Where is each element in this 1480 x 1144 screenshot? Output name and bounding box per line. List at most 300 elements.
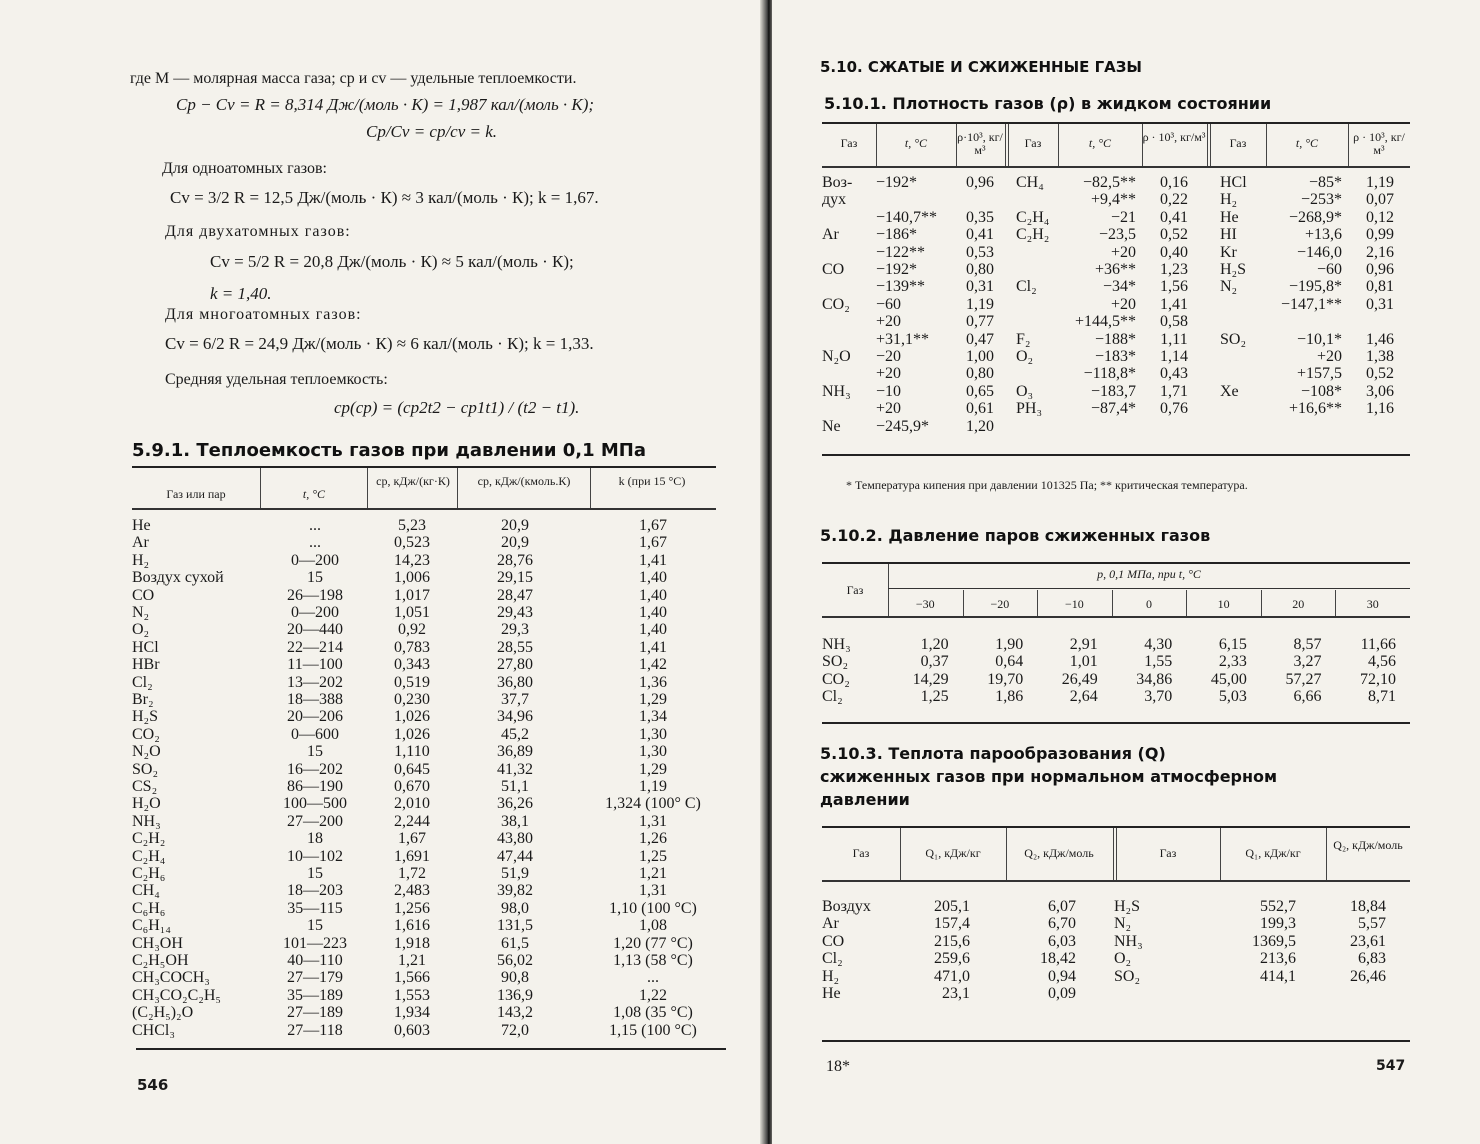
pressure-cell-value: 6,66 (1293, 688, 1322, 706)
heat-cell-q1: 215,6 (934, 932, 970, 950)
heat-cell-gas: O₂ (1114, 950, 1132, 968)
cell-cp-mol: 98,0 (501, 899, 529, 917)
pressure-cell-value: 1,90 (995, 636, 1024, 653)
pressure-cell-value: 11,66 (1360, 636, 1396, 653)
density-cell-temp: −85* (1308, 174, 1342, 191)
density-cell-rho: 0,52 (1366, 365, 1394, 383)
cell-gas: Воздух сухой (132, 569, 224, 587)
heat-cell-gas: Воздух (822, 898, 871, 915)
cell-gas: Ar (132, 534, 149, 552)
pressure-temp-header: −20 (990, 597, 1010, 611)
density-header-rho: ρ·10³, кг/м³ (957, 130, 1003, 157)
cell-temp: 15 (307, 865, 323, 882)
table-col-divider (367, 468, 368, 508)
cell-cp-mass: 0,519 (394, 673, 430, 691)
density-cell-rho: 0,81 (1366, 278, 1394, 296)
pressure-cell-value: 26,49 (1061, 670, 1098, 688)
density-cell-gas: Kr (1220, 243, 1237, 261)
density-cell-rho: 0,43 (1160, 365, 1188, 383)
density-cell-temp: +144,5** (1074, 313, 1136, 331)
density-cell-rho: 0,35 (966, 208, 994, 226)
cell-temp: 35—115 (287, 899, 343, 917)
cell-cp-mass: 1,918 (394, 934, 430, 952)
density-cell-temp: −192* (876, 174, 918, 191)
density-cell-rho: 0,31 (1366, 295, 1394, 313)
density-cell-rho: 1,23 (1160, 261, 1188, 278)
density-cell-rho: 1,38 (1366, 348, 1394, 365)
density-cell-gas: N₂O (822, 348, 851, 365)
mono-formula: Cv = 3/2 R = 12,5 Дж/(моль · К) ≈ 3 кал/(моль · К); k = 1,67. (170, 188, 599, 207)
pressure-subheader-rule (888, 588, 1410, 589)
density-cell-temp: −253* (1300, 191, 1342, 209)
heat-cell-gas: Cl₂ (822, 950, 843, 968)
table-col-divider (457, 468, 458, 508)
pressure-col-divider (1261, 590, 1262, 616)
density-col-divider (1207, 124, 1208, 166)
cell-cp-mass: 1,21 (398, 952, 426, 969)
pressure-cell-value: 5,03 (1218, 688, 1247, 706)
density-cell-temp: −82,5** (1082, 174, 1136, 191)
section-title-5-10-3: 5.10.3. Теплота парообразования (Q) (820, 744, 1166, 763)
heat-cell-q2: 18,42 (1040, 950, 1076, 968)
heat-cell-gas: NH₃ (1114, 932, 1143, 950)
density-cell-temp: −183* (1094, 348, 1136, 365)
cell-gas: HCl (132, 638, 159, 656)
density-cell-temp: +157,5 (1296, 365, 1342, 383)
density-cell-rho: 0,53 (966, 243, 994, 261)
density-cell-temp: +20 (876, 400, 902, 418)
density-cell-temp: −183,7 (1090, 382, 1136, 400)
density-header-rho: ρ · 10³, кг/м³ (1353, 130, 1405, 157)
page-number-left: 546 (137, 1076, 169, 1094)
cell-k: 1,36 (639, 673, 667, 691)
cell-cp-mol: 28,76 (497, 551, 533, 569)
heat-cell-q2: 0,09 (1048, 985, 1076, 1002)
density-cell-gas: Ar (822, 226, 839, 244)
density-col-divider (1142, 124, 1143, 166)
density-cell-rho: 1,11 (1160, 330, 1188, 348)
section-title-5-9-1: 5.9.1. Теплоемкость газов при давлении 0,1 МПа (132, 440, 646, 461)
density-col-divider (1005, 124, 1006, 166)
cell-cp-mol: 143,2 (497, 1004, 533, 1022)
cell-k: 1,19 (639, 778, 667, 795)
pressure-gas-header: Газ (846, 583, 864, 597)
cell-k: 1,41 (639, 551, 667, 569)
cell-cp-mol: 28,55 (497, 638, 533, 656)
cell-gas: CS₂ (132, 778, 158, 795)
cell-cp-mass: 1,256 (394, 899, 430, 917)
cell-temp: 18 (307, 830, 323, 848)
pressure-cell-value: 8,57 (1293, 636, 1322, 653)
density-cell-temp: −188* (1094, 330, 1136, 348)
density-cell-rho: 0,16 (1160, 174, 1188, 191)
heat-header-rule (822, 880, 1410, 882)
cell-gas: C₂H₆ (132, 865, 166, 882)
cell-temp: 11—100 (287, 656, 343, 674)
density-header-temp: t, °C (1088, 136, 1112, 150)
cell-k: 1,26 (639, 830, 667, 848)
heat-cell-gas: H₂S (1114, 898, 1141, 915)
density-header-gas: Газ (840, 136, 858, 150)
header-cp-mass: cp, кДж/(кг·К) (376, 474, 450, 488)
pressure-col-divider (1037, 590, 1038, 616)
density-col-divider (956, 124, 957, 166)
cell-cp-mol: 29,3 (501, 621, 529, 639)
heat-cell-q2: 23,61 (1350, 932, 1386, 950)
density-footnote: * Температура кипения при давлении 101325 Па; ** критическая температура. (846, 478, 1248, 492)
pressure-cell-value: 2,33 (1218, 653, 1247, 671)
density-cell-temp: −34* (1102, 278, 1136, 296)
cell-temp: 40—110 (287, 952, 343, 969)
cell-cp-mol: 72,0 (501, 1021, 529, 1039)
density-cell-rho: 0,31 (966, 278, 994, 296)
density-cell-rho: 0,41 (966, 226, 994, 244)
cell-k: 1,42 (639, 656, 667, 674)
mono-label: Для одноатомных газов: (162, 160, 327, 177)
density-cell-rho: 0,12 (1366, 208, 1394, 226)
pressure-cell-value: 1,86 (995, 688, 1024, 706)
formula-cp-cv: Cp − Cv = R = 8,314 Дж/(моль · К) = 1,987 кал/(моль · К); (176, 95, 595, 114)
heat-col-divider (1006, 828, 1007, 880)
header-cp-mol: cp, кДж/(кмоль.К) (477, 474, 571, 488)
cell-temp: 35—189 (287, 986, 343, 1004)
density-cell-temp: −140,7** (876, 208, 938, 226)
density-cell-rho: 0,07 (1366, 191, 1394, 209)
mean-label: Средняя удельная теплоемкость: (165, 371, 388, 388)
cell-temp: 27—179 (287, 969, 343, 987)
density-cell-temp: +31,1** (876, 330, 930, 348)
density-cell-rho: 1,16 (1366, 400, 1394, 418)
section-title-5-10-3-line2: сжиженных газов при нормальном атмосферном (820, 767, 1278, 786)
density-col-divider (1210, 124, 1211, 166)
pressure-cell-value: 19,70 (987, 670, 1024, 688)
density-cell-gas: CO (822, 261, 845, 278)
density-header-rule (822, 166, 1410, 168)
density-top-rule (822, 122, 1410, 124)
density-cell-temp: +20 (876, 313, 902, 331)
density-col-divider (1266, 124, 1267, 166)
cell-gas: CH₄ (132, 882, 160, 900)
cell-cp-mol: 51,1 (501, 778, 529, 795)
cell-k: 1,29 (639, 760, 667, 778)
cell-temp: ... (309, 534, 321, 552)
pressure-cell-value: 2,91 (1069, 636, 1098, 653)
cell-cp-mol: 43,80 (497, 830, 533, 848)
cell-temp: 0—200 (291, 604, 339, 621)
cell-k: 1,31 (639, 812, 667, 830)
density-cell-rho: 0,65 (966, 382, 994, 400)
cell-k: 1,324 (100° C) (605, 795, 701, 813)
cell-cp-mass: 2,010 (394, 795, 430, 813)
density-cell-rho: 1,56 (1160, 278, 1188, 296)
cell-cp-mol: 131,5 (497, 917, 533, 935)
pressure-col-divider (963, 590, 964, 616)
density-header-temp: t, °C (904, 136, 928, 150)
heat-cell-q2: 26,46 (1350, 967, 1386, 985)
density-cell-rho: 3,06 (1366, 382, 1394, 400)
density-cell-temp: +20 (1316, 348, 1342, 365)
cell-temp: 101—223 (283, 934, 347, 952)
pressure-header-rule (822, 616, 1410, 618)
heat-col-divider (900, 828, 901, 880)
cell-cp-mol: 36,89 (497, 743, 533, 761)
cell-cp-mol: 38,1 (501, 812, 529, 830)
pressure-cell-gas: CO₂ (822, 670, 850, 688)
density-cell-temp: +20 (1110, 295, 1136, 313)
cell-gas: NH₃ (132, 812, 161, 830)
density-header-rho: ρ · 10³, кг/м³ (1142, 130, 1206, 144)
mean-formula: cp(ср) = (cp2t2 − cp1t1) / (t2 − t1). (334, 398, 580, 417)
pressure-cell-value: 45,00 (1210, 670, 1247, 688)
heat-cell-gas: H₂ (822, 967, 840, 985)
heat-cell-q1: 1369,5 (1252, 932, 1296, 950)
density-cell-gas: SO₂ (1220, 330, 1247, 348)
cell-temp: 20—206 (287, 708, 343, 726)
cell-temp: 26—198 (287, 586, 343, 604)
density-cell-gas: C₂H₄ (1016, 208, 1050, 226)
density-cell-rho: 0,96 (966, 174, 994, 191)
pressure-temp-header: 0 (1145, 597, 1152, 611)
density-cell-gas: He (1220, 208, 1239, 226)
cell-cp-mass: 0,603 (394, 1021, 430, 1039)
density-cell-rho: 0,77 (966, 313, 994, 331)
heat-cell-q2: 0,94 (1048, 967, 1076, 985)
pressure-cell-value: 0,37 (920, 653, 949, 671)
pressure-cell-value: 34,86 (1136, 670, 1173, 688)
heat-cell-gas: He (822, 985, 841, 1002)
density-col-divider (876, 124, 877, 166)
density-cell-temp: −122** (876, 243, 926, 261)
cell-gas: CO₂ (132, 725, 160, 743)
heat-cell-q2: 6,70 (1048, 915, 1076, 933)
pressure-temp-header: 30 (1366, 597, 1379, 611)
cell-cp-mass: 0,670 (394, 778, 430, 795)
cell-k: 1,30 (639, 743, 667, 761)
cell-k: 1,29 (639, 691, 667, 708)
density-cell-gas: PH₃ (1016, 400, 1043, 418)
density-cell-gas: Xe (1220, 382, 1239, 400)
density-cell-gas: Cl₂ (1016, 278, 1037, 296)
cell-temp: 18—203 (287, 882, 343, 900)
cell-temp: 0—600 (291, 725, 339, 743)
density-cell-temp: −245,9* (876, 417, 930, 435)
density-cell-rho: 0,80 (966, 365, 994, 383)
cell-cp-mol: 51,9 (501, 865, 529, 882)
cell-gas: CHCl₃ (132, 1021, 175, 1039)
cell-cp-mol: 47,44 (497, 847, 533, 865)
density-cell-gas: Воз- (822, 174, 853, 191)
pressure-cell-value: 4,56 (1367, 653, 1396, 671)
pressure-temp-header: −10 (1065, 597, 1084, 611)
table-col-divider (590, 468, 591, 508)
cell-gas: CH₃OH (132, 934, 183, 952)
density-cell-rho: 0,52 (1160, 226, 1188, 244)
header-gas: Газ или пар (166, 487, 226, 501)
cell-gas: CH₃CO₂C₂H₅ (132, 986, 221, 1004)
density-cell-gas: CO₂ (822, 295, 850, 313)
heat-cell-q1: 213,6 (1260, 950, 1296, 968)
cell-gas: HBr (132, 656, 160, 674)
heat-col-divider (1220, 828, 1221, 880)
cell-gas: O₂ (132, 621, 150, 639)
heat-cell-q1: 157,4 (934, 915, 970, 933)
heat-cell-q1: 414,1 (1260, 967, 1296, 985)
pressure-cell-value: 2,64 (1069, 688, 1098, 706)
pressure-cell-gas: SO₂ (822, 653, 849, 671)
cell-cp-mol: 41,32 (497, 760, 533, 778)
cell-cp-mass: 2,244 (394, 812, 430, 830)
heat-header-q2: Q₂, кДж/моль (1333, 838, 1403, 852)
cell-cp-mass: 1,553 (394, 986, 430, 1004)
density-cell-rho: 1,71 (1160, 382, 1188, 400)
pressure-col-divider (1186, 590, 1187, 616)
cell-cp-mass: 0,523 (394, 534, 430, 552)
cell-cp-mol: 29,15 (497, 569, 533, 587)
cell-k: 1,34 (639, 708, 667, 726)
cell-gas: C₆H₆ (132, 899, 166, 917)
cell-cp-mol: 39,82 (497, 882, 533, 900)
heat-bottom-rule (822, 1040, 1410, 1042)
section-title-5-10-2: 5.10.2. Давление паров сжиженных газов (820, 526, 1211, 545)
di-label: Для двухатомных газов: (165, 223, 351, 240)
heat-col-divider (1116, 828, 1117, 880)
density-cell-temp: −10,1* (1296, 330, 1342, 348)
section-title-5-10-3-line3: давлении (820, 790, 910, 809)
cell-gas: C₆H₁₄ (132, 917, 171, 935)
pressure-cell-value: 3,70 (1144, 688, 1173, 706)
density-cell-gas: O₂ (1016, 348, 1034, 365)
cell-k: 1,41 (639, 638, 667, 656)
header-k: k (при 15 °C) (618, 474, 686, 488)
heat-header-q2: Q₂, кДж/моль (1024, 846, 1094, 860)
cell-cp-mass: 1,051 (394, 604, 430, 621)
pressure-cell-value: 1,55 (1144, 653, 1173, 671)
density-cell-temp: −10 (876, 382, 902, 400)
cell-cp-mass: 0,343 (394, 656, 430, 674)
cell-gas: Cl₂ (132, 673, 153, 691)
cell-cp-mass: 0,783 (394, 638, 430, 656)
density-cell-rho: 1,20 (966, 417, 994, 435)
density-cell-temp: +20 (1110, 243, 1136, 261)
heat-header-gas: Газ (852, 846, 870, 860)
pressure-col-divider (1112, 590, 1113, 616)
cell-gas: C₂H₅OH (132, 952, 189, 969)
cell-cp-mass: 1,110 (394, 743, 430, 761)
pressure-cell-gas: NH₃ (822, 636, 851, 653)
density-cell-temp: −23,5 (1098, 226, 1136, 244)
cell-k: 1,67 (639, 534, 667, 552)
density-cell-gas: O₃ (1016, 382, 1034, 400)
pressure-top-rule (822, 562, 1410, 564)
density-cell-temp: +9,4** (1090, 191, 1136, 209)
header-temp: t, °C (302, 487, 326, 501)
cell-gas: C₂H₄ (132, 847, 166, 865)
di-k: k = 1,40. (210, 284, 272, 303)
formula-k: Cp/Cv = cp/cv = k. (366, 122, 498, 141)
pressure-bottom-rule (822, 722, 1410, 724)
table-header-rule (132, 508, 716, 510)
section-title-5-10-1: 5.10.1. Плотность газов (ρ) в жидком состоянии (824, 94, 1272, 113)
cell-k: 1,31 (639, 882, 667, 900)
density-cell-gas: CH₄ (1016, 174, 1044, 191)
density-cell-gas: HCl (1220, 174, 1247, 191)
cell-cp-mol: 29,43 (497, 604, 533, 621)
cell-cp-mol: 34,96 (497, 708, 533, 726)
cell-cp-mol: 36,80 (497, 673, 533, 691)
signature-mark: 18* (826, 1058, 850, 1075)
cell-cp-mass: 1,72 (398, 865, 426, 882)
cell-gas: N₂O (132, 743, 161, 761)
density-cell-rho: 0,41 (1160, 208, 1188, 226)
cell-temp: 0—200 (291, 551, 339, 569)
cell-cp-mol: 136,9 (497, 986, 533, 1004)
pressure-cell-value: 72,10 (1359, 670, 1396, 688)
cell-cp-mass: 1,691 (394, 847, 430, 865)
density-cell-temp: −60 (876, 295, 902, 313)
density-cell-temp: −20 (876, 348, 902, 365)
cell-k: 1,10 (100 °C) (609, 899, 697, 917)
cell-temp: 27—200 (287, 812, 343, 830)
cell-gas: H₂ (132, 551, 150, 569)
density-header-gas: Газ (1229, 136, 1247, 150)
pressure-cell-value: 8,71 (1367, 688, 1396, 706)
density-cell-rho: 0,96 (1366, 261, 1394, 278)
cell-cp-mass: 1,026 (394, 708, 430, 726)
heat-cell-q2: 6,03 (1048, 932, 1076, 950)
cell-k: 1,25 (639, 847, 667, 865)
density-cell-temp: −147,1** (1280, 295, 1342, 313)
cell-temp: 20—440 (287, 621, 343, 639)
density-cell-gas: H₂ (1220, 191, 1238, 209)
cell-cp-mass: 1,67 (398, 830, 426, 848)
cell-gas: H₂O (132, 795, 161, 813)
cell-cp-mass: 1,026 (394, 725, 430, 743)
cell-temp: 18—388 (287, 691, 343, 708)
heat-cell-gas: SO₂ (1114, 967, 1141, 985)
cell-gas: Br₂ (132, 691, 154, 708)
table-top-rule (132, 466, 716, 468)
cell-k: 1,20 (77 °C) (613, 934, 693, 952)
density-bottom-rule (822, 454, 1410, 456)
heat-cell-q2: 6,07 (1048, 898, 1076, 915)
cell-k: 1,67 (639, 517, 667, 534)
heat-header-q1: Q₁, кДж/кг (925, 846, 981, 860)
cell-temp: 86—190 (287, 778, 343, 795)
density-cell-temp: −139** (876, 278, 926, 296)
density-cell-temp: +16,6** (1288, 400, 1342, 418)
density-cell-rho: 0,47 (966, 330, 994, 348)
chapter-title: 5.10. СЖАТЫЕ И СЖИЖЕННЫЕ ГАЗЫ (820, 58, 1142, 76)
cell-cp-mol: 27,80 (497, 656, 533, 674)
density-cell-gas: H₂S (1220, 261, 1247, 278)
density-cell-rho: 1,00 (966, 348, 994, 365)
cell-cp-mol: 20,9 (501, 534, 529, 552)
cell-cp-mass: 14,23 (394, 551, 430, 569)
density-cell-rho: 0,76 (1160, 400, 1188, 418)
pressure-cell-value: 3,27 (1293, 653, 1322, 671)
density-header-temp: t, °C (1295, 136, 1319, 150)
pressure-cell-value: 0,64 (995, 653, 1024, 671)
cell-gas: N₂ (132, 604, 150, 621)
density-cell-rho: 2,16 (1366, 243, 1394, 261)
density-cell-gas: C₂H₂ (1016, 226, 1050, 244)
cell-k: 1,08 (35 °C) (613, 1004, 693, 1022)
density-cell-rho: 0,99 (1366, 226, 1394, 244)
density-col-divider (1058, 124, 1059, 166)
cell-temp: 15 (307, 917, 323, 935)
cell-cp-mol: 37,7 (501, 691, 529, 708)
poly-label: Для многоатомных газов: (165, 306, 362, 323)
